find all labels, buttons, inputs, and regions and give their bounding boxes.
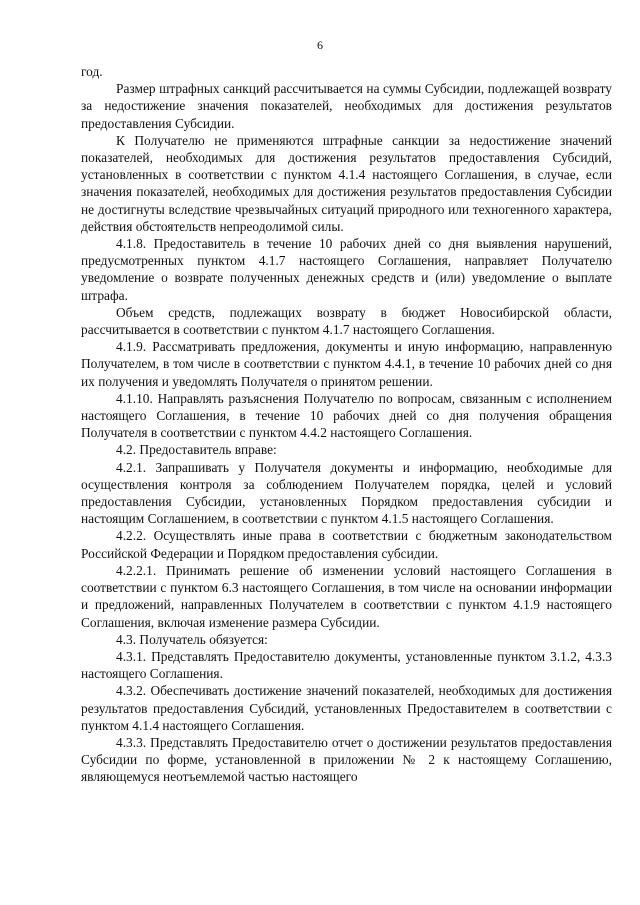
paragraph: 4.2.1. Запрашивать у Получателя документы и информацию, необходимые для осуществления контроля за соблюдением Получателем порядка, целей и условий предоставления Субсидии, установленных Порядком предоставления субсидии и настоящим Соглашением, в соответствии с пунктом 4.1.5 настоящего Соглашения. <box>81 459 612 527</box>
paragraph: 4.1.9. Рассматривать предложения, документы и иную информацию, направленную Получателем, в том числе в соответствии с пунктом 4.4.1, в течение 10 рабочих дней со дня их получения и уведомлять Получателя о принятом решении. <box>81 339 612 389</box>
paragraph: 4.3. Получатель обязуется: <box>116 631 268 647</box>
paragraph: 4.3.2. Обеспечивать достижение значений показателей, необходимых для достижения результатов предоставления Субсидий, установленных Предоставителем в соответствии с пунктом 4.1.4 настоящего Соглашения. <box>81 683 612 733</box>
paragraph: К Получателю не применяются штрафные санкции за недостижение значений показателей, необходимых для достижения результатов предоставления Субсидий, установленных в соответствии с пунктом 4.1.4 настоящего Соглашения, в случае, если значения показателей, необходимых для достижения результатов предоставления Субсидии не достигнуты вследствие чрезвычайных ситуаций природного или техногенного характера, действия обстоятельств непреодолимой силы. <box>81 132 612 234</box>
paragraph: 4.3.1. Представлять Предоставителю документы, установленные пунктом 3.1.2, 4.3.3 настоящего Соглашения. <box>81 648 612 682</box>
paragraph: 4.2.2. Осуществлять иные права в соответствии с бюджетным законодательством Российской Федерации и Порядком предоставления субсидии. <box>81 528 612 561</box>
document-body <box>81 63 612 786</box>
paragraph: Объем средств, подлежащих возврату в бюджет Новосибирской области, рассчитывается в соответствии с пунктом 4.1.7 настоящего Соглашения. <box>81 304 612 338</box>
paragraph: 4.2. Предоставитель вправе: <box>116 442 277 458</box>
paragraph: год. <box>81 64 103 79</box>
paragraph: 4.1.8. Предоставитель в течение 10 рабочих дней со дня выявления нарушений, предусмотренных пунктом 4.1.7 настоящего Соглашения, направляет Получателю уведомление о возврате полученных денежных средств и (или) уведомление о выплате штрафа. <box>81 236 612 303</box>
page-number: 6 <box>317 38 323 52</box>
paragraph: 4.1.10. Направлять разъяснения Получателю по вопросам, связанным с исполнением настоящего Соглашения, в течение 10 рабочих дней со дня получения обращения Получателя в соответствии с пунктом 4.4.2 настоящего Соглашения. <box>81 390 612 441</box>
paragraph: 4.2.2.1. Принимать решение об изменении условий настоящего Соглашения в соответствии с пунктом 6.3 настоящего Соглашения, в том числе на основании информации и предложений, направленных Получателем в соответствии с пунктом 4.1.9 настоящего Соглашения, включая изменение размера Субсидии. <box>81 562 612 630</box>
paragraph: 4.3.3. Представлять Предоставителю отчет о достижении результатов предоставления Субсидии по форме, установленной в приложении № 2 к настоящему Соглашению, являющемуся неотъемлемой частью настоящего <box>81 734 612 785</box>
paragraph: Размер штрафных санкций рассчитывается на суммы Субсидии, подлежащей возврату за недостижение значения показателей, необходимых для достижения результатов предоставления Субсидии. <box>81 81 612 131</box>
